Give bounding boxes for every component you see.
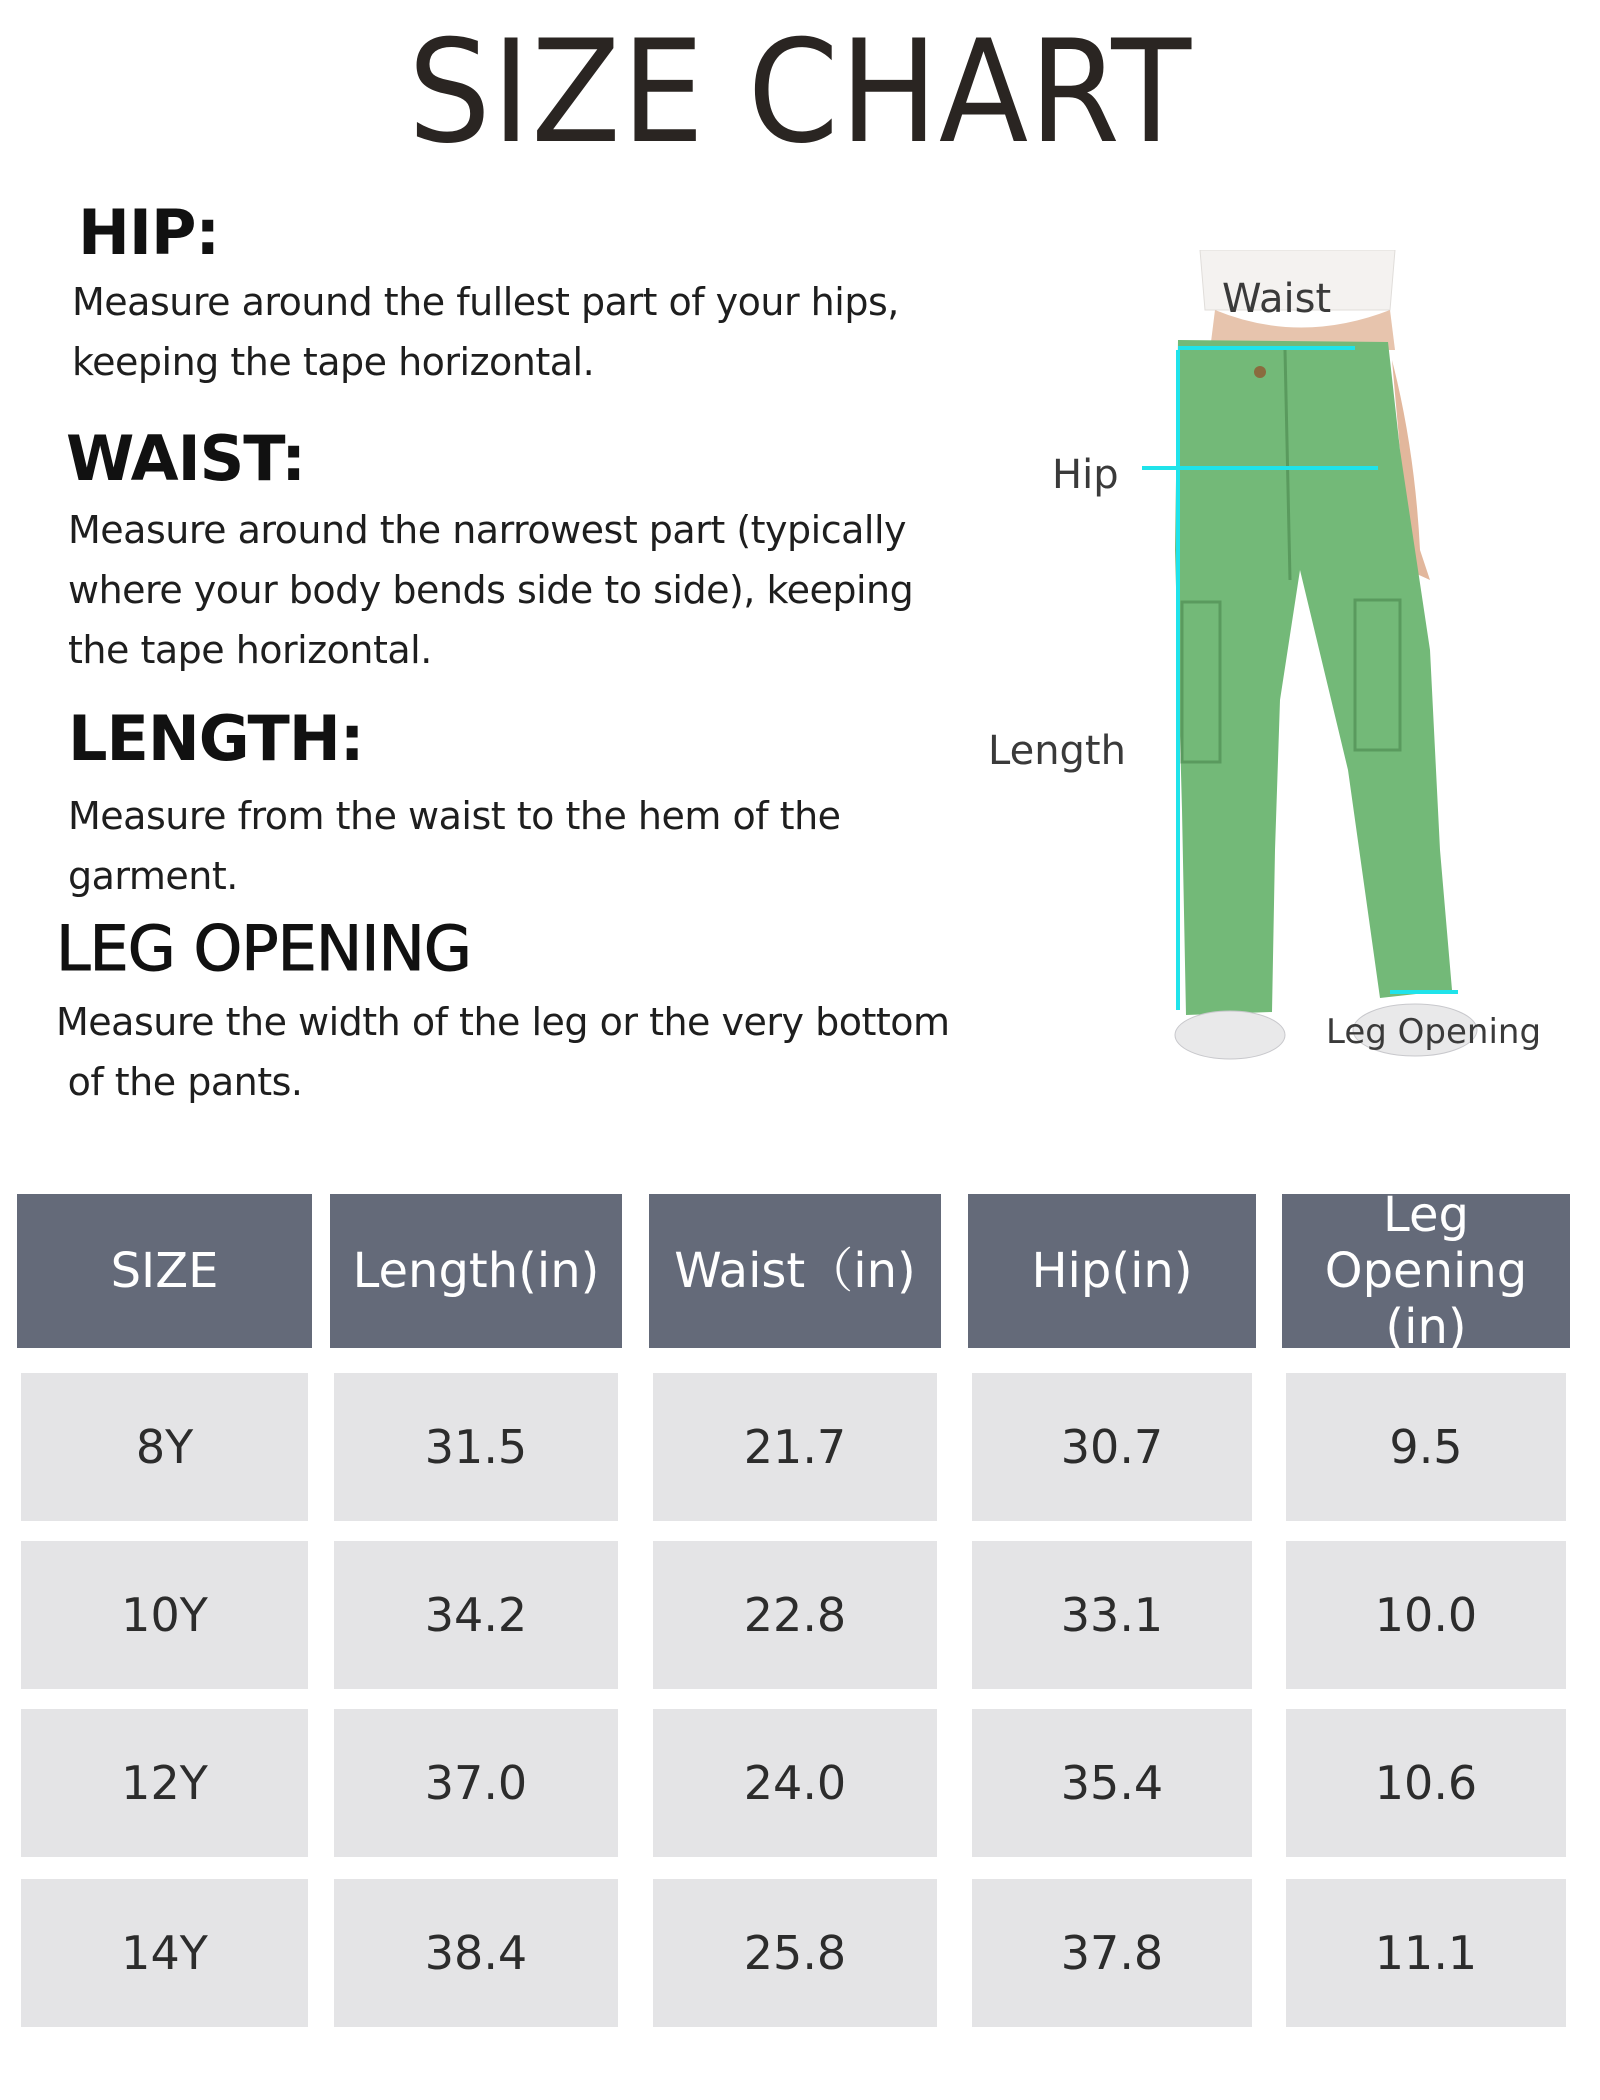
pants-body (1175, 340, 1452, 1015)
length-description (68, 786, 841, 906)
leg-opening-heading: LEG OPENING (56, 912, 471, 985)
leg-opening-section (56, 912, 471, 985)
hip-line-2: keeping the tape horizontal. (72, 340, 595, 384)
table-cell: 10.6 (1286, 1709, 1566, 1857)
waist-button (1254, 366, 1266, 378)
length-section (68, 702, 364, 775)
table-header-cell: Waist（in) (649, 1194, 941, 1348)
table-size-cell: 8Y (21, 1373, 308, 1521)
leg-opening-line-2: of the pants. (56, 1060, 303, 1104)
table-cell: 31.5 (334, 1373, 618, 1521)
table-header-cell: Hip(in) (968, 1194, 1256, 1348)
waist-section (66, 422, 306, 495)
table-header-cell: Leg Opening (in) (1282, 1194, 1570, 1348)
table-cell: 22.8 (653, 1541, 937, 1689)
table-cell: 34.2 (334, 1541, 618, 1689)
length-line-2: garment. (68, 854, 238, 898)
table-size-cell: 10Y (21, 1541, 308, 1689)
length-label: Length (988, 728, 1126, 774)
table-size-cell: 12Y (21, 1709, 308, 1857)
table-cell: 21.7 (653, 1373, 937, 1521)
pants-illustration (960, 250, 1580, 1100)
table-cell: 37.0 (334, 1709, 618, 1857)
waist-heading: WAIST: (66, 422, 306, 495)
table-cell: 38.4 (334, 1879, 618, 2027)
leg-opening-description (56, 992, 950, 1112)
length-line-1: Measure from the waist to the hem of the (68, 794, 841, 838)
page-title: SIZE CHART (407, 10, 1193, 175)
table-cell: 35.4 (972, 1709, 1252, 1857)
table-cell: 11.1 (1286, 1879, 1566, 2027)
pants-figure (960, 250, 1580, 1100)
table-header-cell: SIZE (17, 1194, 312, 1348)
table-size-cell: 14Y (21, 1879, 308, 2027)
table-cell: 24.0 (653, 1709, 937, 1857)
leg-opening-label: Leg Opening (1326, 1012, 1542, 1052)
waist-line-3: the tape horizontal. (68, 628, 432, 672)
waist-line-2: where your body bends side to side), keeping (68, 568, 914, 612)
table-cell: 9.5 (1286, 1373, 1566, 1521)
table-cell: 30.7 (972, 1373, 1252, 1521)
hip-line-1: Measure around the fullest part of your hips, (72, 280, 899, 324)
table-header-cell: Length(in) (330, 1194, 622, 1348)
waist-line-1: Measure around the narrowest part (typically (68, 508, 906, 552)
left-shoe (1175, 1011, 1285, 1059)
leg-opening-line-1: Measure the width of the leg or the very bottom (56, 1000, 950, 1044)
table-cell: 37.8 (972, 1879, 1252, 2027)
hip-heading: HIP: (78, 196, 220, 269)
table-cell: 33.1 (972, 1541, 1252, 1689)
table-cell: 25.8 (653, 1879, 937, 2027)
hip-label: Hip (1052, 452, 1119, 498)
waist-description (68, 500, 913, 680)
length-heading: LENGTH: (68, 702, 364, 775)
waist-label: Waist (1222, 276, 1332, 322)
table-cell: 10.0 (1286, 1541, 1566, 1689)
hip-description (72, 272, 899, 392)
hip-section (78, 196, 220, 269)
